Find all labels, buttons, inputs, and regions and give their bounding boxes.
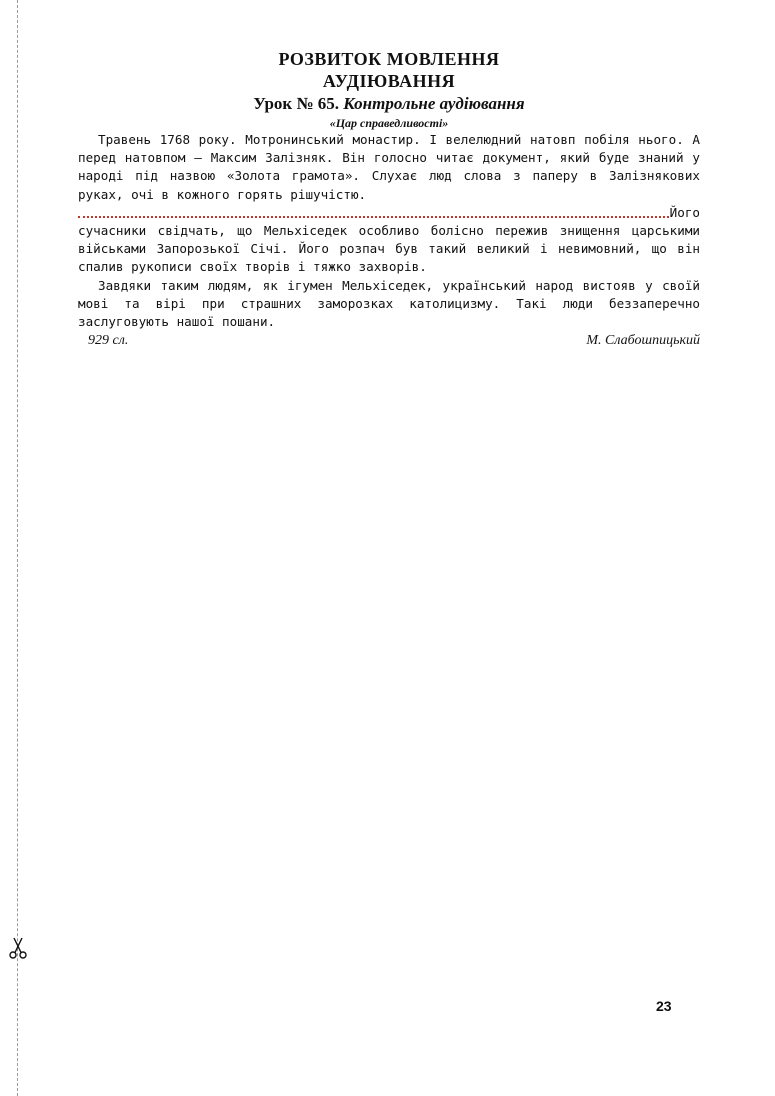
paragraph-2: сучасники свідчать, що Мельхіседек особливо болісно пережив знищення царськими військами Запорозької Січі. Його розпач був такий великий і невимовний, що він спалив рукописи своїх творів і тяжко захворів. [78,223,700,275]
lesson-title [78,93,700,115]
gap-dots [78,216,669,218]
text-title: «Цар справедливості» [329,116,449,130]
author: М. Слабошпицький [586,333,700,349]
cut-line [17,0,18,1096]
lesson-number: Урок № 65. [253,94,340,113]
section-subtitle: АУДІЮВАННЯ [322,71,456,91]
lesson-name: Контрольне аудіювання [343,94,525,113]
gap-line [78,204,700,222]
word-count: 929 сл. [88,333,129,349]
text-footer [78,332,700,350]
paragraph-1: Травень 1768 року. Мотронинський монастир. І велелюдний натовп побіля нього. А перед натовпом — Максим Залізняк. Він голосно читає документ, який буде знаний у народі під назвою «Золота грамота». Слухає люд слова з паперу в Залізнякових руках, очі в кожного горять рішучістю. [78,132,700,202]
scissors-icon [8,936,28,960]
section-title: РОЗВИТОК МОВЛЕННЯ [278,49,500,69]
text-body [78,131,700,331]
gap-continuation-word: Його [669,204,700,220]
paragraph-3: Завдяки таким людям, як ігумен Мельхіседек, український народ вистояв у своїй мові та вірі при страшних заморозках католицизму. Такі люди беззаперечно заслуговують нашої пошани. [78,277,700,330]
page-number: 23 [656,998,672,1014]
page-content [78,48,700,350]
